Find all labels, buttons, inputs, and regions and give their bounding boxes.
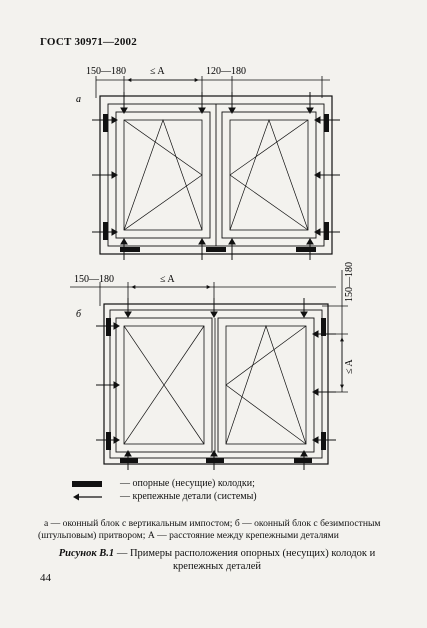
figure-b-dim-right-top: 150—180	[344, 262, 355, 302]
figure-b	[70, 262, 355, 470]
figure-a-dim-left: 150—180	[86, 66, 126, 77]
figure-caption	[34, 548, 400, 573]
figure-a	[76, 66, 340, 260]
fastener-arrow-icon	[70, 493, 104, 501]
figure-b-window	[104, 304, 328, 464]
figure-b-label: б	[76, 309, 82, 320]
figure-b-support-blocks	[106, 318, 326, 463]
figure-a-dim-right: 120—180	[206, 66, 246, 77]
support-block-icon	[70, 480, 104, 488]
figure-b-dim-mid: ≤ A	[160, 274, 175, 285]
figure-caption-label: Рисунок В.1	[58, 548, 115, 559]
figure-a-dim-mid: ≤ A	[150, 66, 165, 77]
figure-b-dim-right-mid: ≤ A	[344, 359, 355, 374]
figure-a-label: а	[76, 94, 81, 105]
figure-a-window	[100, 96, 332, 254]
legend-support-blocks-text: — опорные (несущие) колодки;	[120, 478, 255, 489]
figure-a-dimensions	[96, 76, 330, 102]
figure-description: а — оконный блок с вертикальным импостом; б — оконный блок с безимпостным (штульповым) притвором; А — расстояние между крепежными деталями	[38, 518, 381, 541]
figure-b-dim-left: 150—180	[74, 274, 114, 285]
page-number: 44	[40, 572, 51, 584]
figure-caption-text: — Примеры расположения опорных (несущих) колодок и крепежных деталей	[114, 548, 376, 572]
legend-fasteners-text: — крепежные детали (системы)	[120, 491, 257, 502]
page-header: ГОСТ 30971—2002	[40, 36, 137, 48]
